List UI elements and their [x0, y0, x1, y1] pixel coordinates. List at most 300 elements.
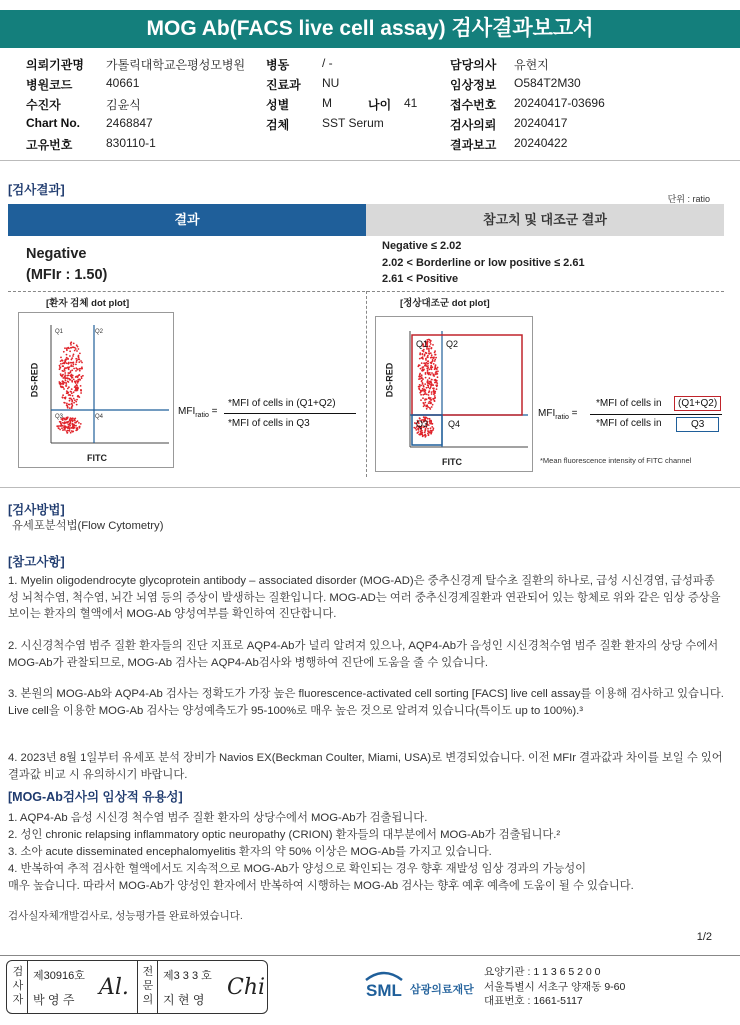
dot	[71, 369, 73, 371]
info-value: 20240417	[514, 116, 568, 130]
mfi-denominator: *MFI of cells in	[596, 418, 662, 429]
info-label: 검사의뢰	[450, 118, 497, 132]
dot	[63, 425, 65, 427]
dot	[75, 388, 77, 390]
dot	[76, 380, 78, 382]
dot	[435, 364, 437, 366]
clinical-item: 3. 소아 acute disseminated encephalomyelitis 환자의 약 50% 이상은 MOG-Ab를 가지고 있습니다.	[8, 846, 492, 858]
dot	[72, 423, 74, 425]
info-label: Chart No.	[26, 116, 80, 130]
info-value: SST Serum	[322, 116, 384, 130]
dot	[67, 372, 69, 374]
info-value: 유현지	[514, 58, 549, 72]
mfi-denominator: *MFI of cells in Q3	[228, 418, 310, 429]
dot	[429, 382, 431, 384]
dot	[62, 370, 64, 372]
specialist-name: 지 현 영	[163, 993, 205, 1007]
dot	[434, 352, 436, 354]
dot	[80, 392, 82, 394]
dot	[65, 358, 67, 360]
dot	[64, 427, 66, 429]
dot	[62, 383, 64, 385]
info-value: 41	[404, 96, 418, 110]
dot	[430, 374, 432, 376]
dot	[69, 355, 71, 357]
dot	[74, 380, 76, 382]
org-info	[484, 965, 625, 1009]
dot	[67, 421, 69, 423]
dot	[425, 389, 427, 391]
dot	[427, 355, 429, 357]
dot	[429, 408, 431, 410]
dot	[64, 376, 66, 378]
dot	[428, 353, 430, 355]
dot	[419, 384, 421, 386]
dot	[415, 429, 417, 431]
dot	[423, 416, 425, 418]
dot	[76, 350, 78, 352]
dot	[62, 380, 64, 382]
dot	[73, 354, 75, 356]
info-label: 성별	[266, 98, 290, 112]
info-value: 40661	[106, 76, 140, 90]
dot	[74, 399, 76, 401]
dot	[419, 378, 421, 380]
dot	[62, 365, 64, 367]
info-value: NU	[322, 76, 340, 90]
dot	[430, 368, 432, 370]
dot	[66, 418, 68, 420]
dot	[429, 369, 431, 371]
info-value: / -	[322, 56, 333, 70]
dot	[61, 359, 63, 361]
dot	[425, 365, 427, 367]
reference-item: 1. Myelin oligodendrocyte glycoprotein antibody – associated disorder (MOG-AD)은 중추신경계 탈수초 질환의 하나로, 급성 시신경염, 급성파종성 뇌척수염, 척수염, 뇌간 뇌염 등의 증상이 발생하는 질환입니다. MOG-AD는 여러 중추신경계질환과 연관되어 있는 항체로 위와 같은 임상 증상을 보이는 환자의 혈액에서 MOG-Ab 양성여부를 확인하여 진단합니다.	[8, 575, 721, 620]
dot	[66, 348, 68, 350]
dot	[63, 351, 65, 353]
dot	[78, 422, 80, 424]
dot	[79, 427, 81, 429]
dot	[424, 393, 426, 395]
dot	[78, 348, 80, 350]
dot	[426, 408, 428, 410]
results-section-title: [검사결과]	[8, 183, 65, 197]
dot	[73, 362, 75, 364]
control-dot-plot	[375, 316, 533, 472]
dot	[424, 402, 426, 404]
dot	[72, 405, 74, 407]
dot	[69, 428, 71, 430]
reference-ranges	[382, 238, 585, 288]
dot	[70, 342, 72, 344]
clinical-item: 4. 반복하여 추적 검사한 혈액에서도 지속적으로 MOG-Ab가 양성으로 확인되는 경우 향후 재발성 임상 경과의 가능성이	[8, 863, 587, 875]
dot	[61, 386, 63, 388]
dot	[430, 352, 432, 354]
dot	[72, 355, 74, 357]
dot	[418, 429, 420, 431]
info-value: O584T2M30	[514, 76, 581, 90]
quadrant-label: Q4	[448, 419, 461, 429]
dot	[432, 404, 434, 406]
dot	[73, 420, 75, 422]
dot	[418, 434, 420, 436]
dot	[78, 374, 80, 376]
dot	[419, 374, 421, 376]
reference-item: 4. 2023년 8월 1일부터 유세포 분석 장비가 Navios EX(Beckman Coulter, Miami, USA)로 변경되었습니다. 이전 MFIr 결과값과 차이를 보일 수 있어 결과값 비교 시 유의하시기 바랍니다.	[8, 752, 723, 781]
dot	[436, 384, 438, 386]
dot	[59, 365, 61, 367]
dot	[419, 392, 421, 394]
dot	[60, 373, 62, 375]
dot	[71, 359, 73, 361]
org-address: 서울특별시 서초구 양재동 9-60	[484, 980, 626, 993]
dot	[79, 379, 81, 381]
dot	[60, 423, 62, 425]
info-label: 나이	[368, 98, 392, 112]
dot	[427, 367, 429, 369]
dot	[62, 394, 64, 396]
dot	[432, 388, 434, 390]
reference-line-2: 2.02 < Borderline or low positive ≤ 2.61	[382, 256, 585, 269]
dot	[425, 362, 427, 364]
dot	[431, 354, 433, 356]
dot	[422, 383, 424, 385]
dot	[67, 367, 69, 369]
dot	[72, 365, 74, 367]
dot	[69, 407, 71, 409]
patient-dot-plot	[18, 312, 174, 468]
dot	[56, 425, 58, 427]
dot	[417, 431, 419, 433]
result-value	[26, 244, 107, 286]
dot	[431, 356, 433, 358]
dot	[70, 347, 72, 349]
info-value: 20240417-03696	[514, 96, 605, 110]
info-label: 병원코드	[26, 78, 73, 92]
dashed-vertical-divider	[366, 291, 367, 477]
tester-number: 제30916호	[33, 970, 85, 982]
dot	[76, 361, 78, 363]
dot	[434, 397, 436, 399]
dot	[71, 403, 73, 405]
q3-box: Q3	[676, 417, 719, 432]
dot	[67, 392, 69, 394]
dot	[80, 389, 82, 391]
mfi-numerator: *MFI of cells in (Q1+Q2)	[228, 398, 336, 409]
dot	[68, 368, 70, 370]
dot	[66, 403, 68, 405]
dot	[79, 370, 81, 372]
dot	[432, 360, 434, 362]
dot	[58, 425, 60, 427]
dot	[420, 394, 422, 396]
dot	[72, 431, 74, 433]
dot	[75, 358, 77, 360]
report-title: MOG Ab(FACS live cell assay) 검사결과보고서	[0, 10, 740, 48]
dot	[421, 362, 423, 364]
dot	[436, 388, 438, 390]
info-value: 가톨릭대학교은평성모병원	[106, 58, 246, 72]
dot	[82, 375, 84, 377]
dot	[427, 382, 429, 384]
mfi-ratio-label: $MFI_{ratio}$ =	[178, 406, 218, 419]
dot	[419, 354, 421, 356]
dot	[80, 360, 82, 362]
dot	[429, 372, 431, 374]
dot	[434, 368, 436, 370]
patient-plot-label: [환자 검체 dot plot]	[46, 298, 130, 309]
dot	[73, 398, 75, 400]
dot	[67, 358, 69, 360]
mean-footnote: *Mean fluorescence intensity of FITC channel	[540, 456, 692, 465]
dot	[425, 352, 427, 354]
dot	[420, 368, 422, 370]
dot	[419, 358, 421, 360]
dot	[421, 357, 423, 359]
dot	[61, 375, 63, 377]
dot	[67, 347, 69, 349]
quadrant-label: Q3	[55, 414, 64, 420]
dot	[66, 432, 68, 434]
dot	[64, 418, 66, 420]
dot	[432, 384, 434, 386]
dot	[66, 430, 68, 432]
dot	[63, 388, 65, 390]
dot	[68, 362, 70, 364]
dot	[68, 378, 70, 380]
clinical-title: [MOG-Ab검사의 임상적 유용성]	[8, 790, 183, 804]
dot	[58, 427, 60, 429]
dot	[422, 402, 424, 404]
patient-plot-svg	[19, 313, 175, 469]
dot	[75, 370, 77, 372]
dot	[423, 369, 425, 371]
dot	[422, 354, 424, 356]
dot	[430, 402, 432, 404]
dot	[60, 384, 62, 386]
dot	[68, 386, 70, 388]
dot	[433, 375, 435, 377]
dot	[418, 388, 420, 390]
dot	[435, 357, 437, 359]
dot	[431, 399, 433, 401]
dot	[76, 368, 78, 370]
result-line-1: Negative	[26, 246, 87, 262]
dot	[428, 392, 430, 394]
divider	[0, 487, 740, 488]
dot	[431, 430, 433, 432]
dot	[81, 362, 83, 364]
dot	[73, 379, 75, 381]
dot	[428, 349, 430, 351]
control-plot-svg	[376, 317, 534, 473]
reference-line-3: 2.61 < Positive	[382, 273, 459, 285]
dot	[74, 427, 76, 429]
dot	[426, 387, 428, 389]
dot	[73, 343, 75, 345]
dot	[427, 360, 429, 362]
dot	[75, 376, 77, 378]
dot	[434, 354, 436, 356]
dot	[434, 359, 436, 361]
dot	[421, 434, 423, 436]
info-value: 20240422	[514, 136, 568, 150]
dot	[76, 404, 78, 406]
tester-name: 박 영 주	[33, 993, 75, 1007]
divider	[0, 955, 740, 956]
dot	[430, 366, 432, 368]
dot	[428, 394, 430, 396]
dot	[73, 363, 75, 365]
mfi-numerator: *MFI of cells in	[596, 398, 662, 409]
dot	[428, 397, 430, 399]
specialist-label: 전 문 의	[142, 966, 154, 1006]
dot	[77, 420, 79, 422]
dot	[71, 388, 73, 390]
dot	[68, 394, 70, 396]
dot	[433, 391, 435, 393]
dot	[69, 350, 71, 352]
dot	[76, 399, 78, 401]
dot	[429, 339, 431, 341]
dot	[71, 399, 73, 401]
dot	[70, 398, 72, 400]
dot	[70, 364, 72, 366]
dot	[71, 427, 73, 429]
dot	[70, 344, 72, 346]
dot	[74, 418, 76, 420]
dot	[427, 384, 429, 386]
dot	[434, 382, 436, 384]
dot	[425, 377, 427, 379]
dot	[81, 368, 83, 370]
dot	[425, 406, 427, 408]
dot	[65, 422, 67, 424]
info-label: 고유번호	[26, 138, 73, 152]
x-axis-label: FITC	[87, 453, 107, 463]
info-label: 결과보고	[450, 138, 497, 152]
signature-box	[6, 960, 268, 1014]
logo-text: SML	[366, 981, 402, 1000]
dot	[422, 350, 424, 352]
dot	[77, 387, 79, 389]
dot	[77, 356, 79, 358]
dot	[64, 378, 66, 380]
info-label: 검체	[266, 118, 290, 132]
tester-signature: Al.	[99, 975, 129, 1000]
org-phone: 대표번호 : 1661-5117	[484, 995, 583, 1007]
dot	[69, 430, 71, 432]
dot	[424, 432, 426, 434]
dot	[76, 344, 78, 346]
mfi-ratio-label: $MFI_{ratio}$ =	[538, 408, 578, 421]
tester-label: 검 사 자	[12, 966, 24, 1006]
dot	[427, 387, 429, 389]
quadrant-label: Q1	[55, 329, 64, 335]
dot	[425, 359, 427, 361]
dot	[74, 425, 76, 427]
dot	[433, 363, 435, 365]
dot	[64, 370, 66, 372]
dot	[428, 431, 430, 433]
dot	[74, 347, 76, 349]
dot	[62, 397, 64, 399]
dot	[75, 401, 77, 403]
patient-info	[26, 56, 726, 156]
dot	[436, 380, 438, 382]
dot	[431, 426, 433, 428]
dot	[437, 367, 439, 369]
dot	[70, 391, 72, 393]
dot	[424, 399, 426, 401]
dot	[65, 382, 67, 384]
dot	[430, 427, 432, 429]
dot	[66, 385, 68, 387]
sml-logo	[364, 966, 480, 1007]
dot	[75, 430, 77, 432]
quadrant-label: Q1	[416, 339, 429, 349]
dot	[434, 395, 436, 397]
info-value: M	[322, 96, 332, 110]
org-name: 삼광의료재단	[410, 984, 474, 996]
dot	[417, 366, 419, 368]
specialist-signature: Chi	[227, 975, 266, 1000]
unit-label: 단위 : ratio	[667, 194, 710, 204]
dot	[65, 380, 67, 382]
dot	[428, 434, 430, 436]
dot	[71, 377, 73, 379]
divider	[0, 160, 740, 161]
quadrant-label: Q4	[95, 414, 104, 420]
dot	[70, 432, 72, 434]
y-axis-label: DS-RED	[29, 362, 40, 398]
dot	[424, 434, 426, 436]
dot	[429, 422, 431, 424]
dot	[66, 404, 68, 406]
result-line-2: (MFIr : 1.50)	[26, 267, 108, 283]
dot	[431, 406, 433, 408]
dot	[421, 367, 423, 369]
dot	[433, 356, 435, 358]
dot	[424, 430, 426, 432]
dot	[437, 376, 439, 378]
dot	[70, 370, 72, 372]
dot	[60, 421, 62, 423]
dot	[430, 348, 432, 350]
dot	[79, 353, 81, 355]
dot	[69, 400, 71, 402]
clinical-item: 매우 높습니다. 따라서 MOG-Ab가 양성인 환자에서 반복하여 시행하는 MOG-Ab 검사는 향후 예후 예측에 도움이 될 수 있습니다.	[8, 880, 634, 892]
dot	[429, 377, 431, 379]
specialist-number: 제3 3 3 호	[163, 970, 212, 982]
fraction-line	[590, 414, 722, 415]
dot	[422, 370, 424, 372]
info-label: 수진자	[26, 98, 61, 112]
info-value: 2468847	[106, 116, 153, 130]
dot	[422, 397, 424, 399]
reference-header: 참고치 및 대조군 결과	[366, 204, 724, 236]
dot	[418, 386, 420, 388]
dot	[72, 395, 74, 397]
dot	[423, 386, 425, 388]
dot	[67, 407, 69, 409]
page-number: 1/2	[696, 931, 712, 943]
reference-line-1: Negative ≤ 2.02	[382, 240, 462, 252]
dot	[73, 368, 75, 370]
dot	[419, 364, 421, 366]
dot	[429, 401, 431, 403]
dot	[420, 390, 422, 392]
